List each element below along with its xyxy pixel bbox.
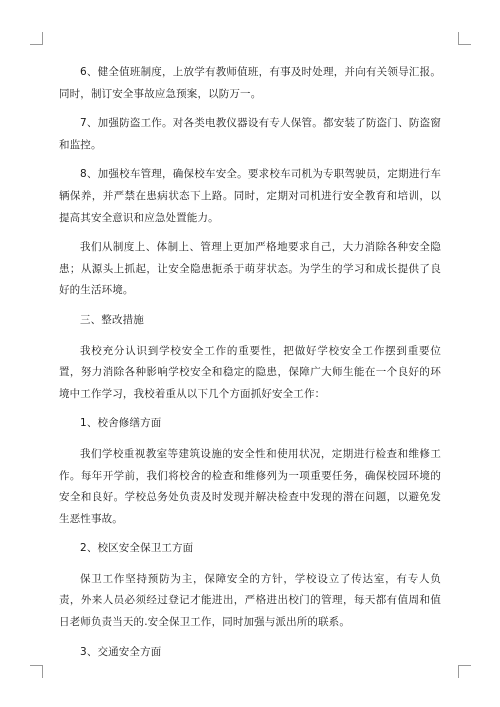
subheading-building-repair: 1、校舍修缮方面 [80,417,162,430]
paragraph-campus-security: 保卫工作坚持预防为主，保障安全的方针，学校设立了传达室，有专人负责，外来人员必须经过登记才能进出，严格进出校门的管理，每天都有值周和值日老师负责当天的.安全保卫工作，同时加强与派出所的联系。 [59,572,441,629]
crop-mark-top-right [458,32,471,45]
paragraph-building-repair: 我们学校重视教室等建筑设施的安全性和使用状况，定期进行检查和维修工作。每年开学前，我们将校舍的检查和维修列为一项重要任务，确保校园环境的安全和良好。学校总务处负责及时发现并解决检查中发现的潜在问题，以避免发生恶性事故。 [59,447,441,525]
subheading-campus-security: 2、校区安全保卫工方面 [80,542,194,555]
paragraph-rectification-intro: 我校充分认识到学校安全工作的重要性，把做好学校安全工作摆到重要位置，努力消除各种影响学校安全和稳定的隐患，保障广大师生能在一个良好的环境中工作学习，我校着重从以下几个方面抓好安全工作： [59,344,441,400]
crop-mark-bottom-right [458,665,471,678]
paragraph-anti-theft: 7、加强防盗工作。对各类电教仪器设有专人保管。都安装了防盗门、防盗窗和监控。 [59,117,441,151]
paragraph-school-bus: 8、加强校车管理，确保校车安全。要求校车司机为专职驾驶员，定期进行车辆保养，并严禁在患病状态下上路。同时，定期对司机进行安全教育和培训，以提高其安全意识和应急处置能力。 [59,168,441,224]
document-page [59,62,441,672]
section-heading-rectification: 三、整改措施 [80,313,144,326]
subheading-traffic-safety: 3、交通安全方面 [80,645,162,658]
paragraph-summary: 我们从制度上、体制上、管理上更加严格地要求自己，大力消除各种安全隐患；从源头上抓起，让安全隐患扼杀于萌芽状态。为学生的学习和成长提供了良好的生活环境。 [59,241,441,297]
crop-mark-top-left [30,32,43,45]
paragraph-duty-system: 6、健全值班制度，上放学有教师值班，有事及时处理，并向有关领导汇报。同时，制订安全事故应急预案，以防万一。 [59,66,441,100]
crop-mark-bottom-left [30,665,43,678]
